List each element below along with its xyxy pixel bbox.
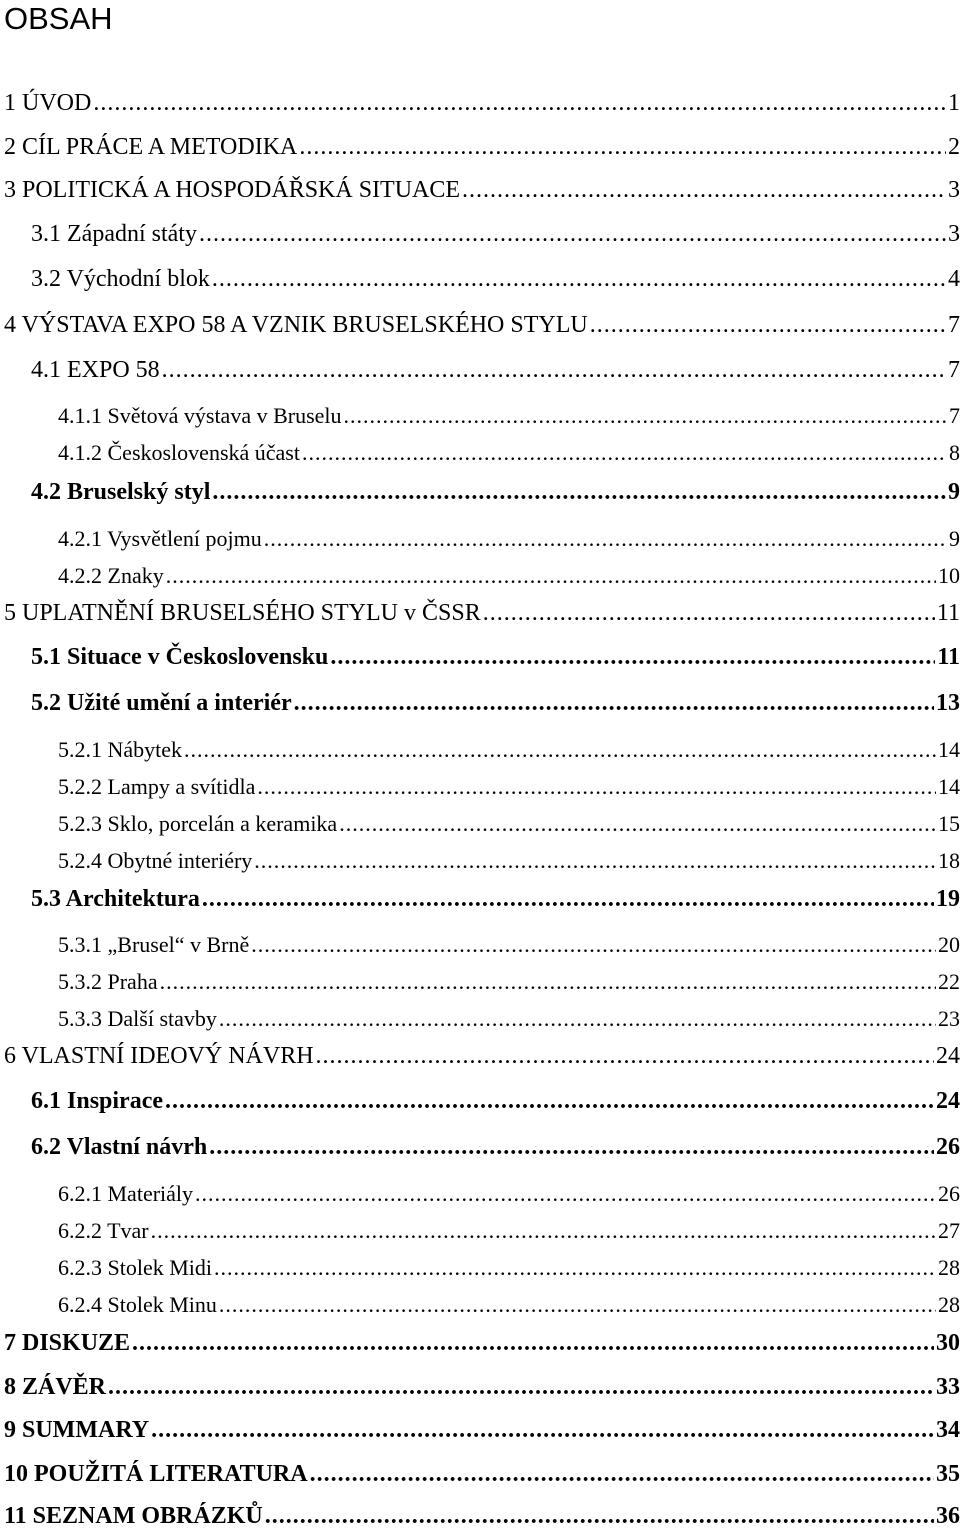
toc-entry-page: 36 <box>936 1503 960 1529</box>
toc-entry-page: 34 <box>936 1417 960 1443</box>
toc-entry-page: 11 <box>937 644 960 670</box>
toc-entry[interactable] <box>58 774 960 800</box>
toc-entry[interactable] <box>58 1181 960 1207</box>
toc-leader-dots <box>483 600 935 627</box>
toc-entry-label: 6.1 Inspirace <box>31 1088 163 1114</box>
toc-entry-page: 8 <box>949 440 960 465</box>
toc-entry-page: 7 <box>948 312 960 338</box>
toc-entry-label: 5.2.1 Nábytek <box>58 737 183 762</box>
toc-entry-label: 2 CÍL PRÁCE A METODIKA <box>4 134 298 160</box>
toc-entry-label: 6 VLASTNÍ IDEOVÝ NÁVRH <box>4 1043 314 1069</box>
toc-entry[interactable] <box>4 134 960 161</box>
toc-entry-page: 26 <box>936 1134 960 1160</box>
toc-entry-label: 3.2 Východní blok <box>31 266 210 292</box>
toc-entry[interactable] <box>4 1043 960 1070</box>
toc-entry-page: 9 <box>949 526 960 551</box>
toc-leader-dots <box>251 932 936 958</box>
toc-leader-dots <box>199 221 946 248</box>
toc-leader-dots <box>184 737 936 763</box>
toc-entry-page: 24 <box>936 1043 960 1069</box>
toc-leader-dots <box>254 848 936 874</box>
toc-entry-label: 5 UPLATNĚNÍ BRUSELSÉHO STYLU v ČSSR <box>4 600 481 626</box>
toc-entry-page: 3 <box>948 177 960 203</box>
toc-entry[interactable] <box>58 563 960 589</box>
toc-leader-dots <box>462 177 946 204</box>
toc-entry[interactable] <box>4 1503 960 1530</box>
toc-entry-label: 4.2.2 Znaky <box>58 563 164 588</box>
toc-entry[interactable] <box>31 1134 960 1161</box>
toc-entry-page: 19 <box>936 886 960 912</box>
toc-entry-page: 14 <box>938 737 960 762</box>
toc-entry[interactable] <box>31 266 960 293</box>
toc-entry-page: 2 <box>948 134 960 160</box>
toc-leader-dots <box>264 526 947 552</box>
toc-entry-label: 5.2.2 Lampy a svítidla <box>58 774 256 799</box>
toc-entry-label: 4.1.2 Československá účast <box>58 440 300 465</box>
toc-leader-dots <box>316 1043 934 1070</box>
toc-leader-dots <box>151 1218 936 1244</box>
toc-entry[interactable] <box>4 177 960 204</box>
toc-entry-page: 28 <box>938 1255 960 1280</box>
toc-leader-dots <box>265 1503 934 1530</box>
toc-entry-label: 10 POUŽITÁ LITERATURA <box>4 1461 308 1487</box>
toc-entry-label: 8 ZÁVĚR <box>4 1374 107 1400</box>
toc-entry-label: 1 ÚVOD <box>4 90 92 116</box>
toc-entry[interactable] <box>31 690 960 717</box>
toc-leader-dots <box>214 1255 936 1281</box>
toc-leader-dots <box>160 969 936 995</box>
toc-leader-dots <box>302 440 947 466</box>
toc-leader-dots <box>202 886 934 913</box>
toc-leader-dots <box>212 479 946 506</box>
toc-leader-dots <box>310 1461 934 1488</box>
toc-entry[interactable] <box>4 1461 960 1488</box>
toc-entry[interactable] <box>4 312 960 339</box>
toc-leader-dots <box>219 1006 936 1032</box>
toc-leader-dots <box>257 774 936 800</box>
toc-entry[interactable] <box>58 1218 960 1244</box>
toc-leader-dots <box>151 1417 934 1444</box>
toc-entry-page: 9 <box>948 479 960 505</box>
toc-entry-page: 11 <box>936 600 960 626</box>
page-title: OBSAH <box>4 1 113 36</box>
toc-entry-page: 3 <box>948 221 960 247</box>
toc-entry-label: 4.1 EXPO 58 <box>31 357 160 383</box>
toc-entry[interactable] <box>58 526 960 552</box>
toc-entry-page: 7 <box>949 403 960 428</box>
toc-leader-dots <box>165 1088 934 1115</box>
toc-entry-label: 5.3.3 Další stavby <box>58 1006 217 1031</box>
toc-entry[interactable] <box>4 1374 960 1401</box>
toc-entry-label: 5.2.3 Sklo, porcelán a keramika <box>58 811 338 836</box>
toc-entry[interactable] <box>58 1255 960 1281</box>
toc-entry[interactable] <box>4 1417 960 1444</box>
toc-entry[interactable] <box>58 932 960 958</box>
toc-entry-page: 4 <box>948 266 960 292</box>
toc-entry-page: 30 <box>936 1330 960 1356</box>
toc-leader-dots <box>209 1134 934 1161</box>
toc-leader-dots <box>212 266 946 293</box>
toc-entry[interactable] <box>58 969 960 995</box>
toc-entry-label: 5.3 Architektura <box>31 886 200 912</box>
toc-entry-page: 23 <box>938 1006 960 1031</box>
toc-entry[interactable] <box>58 848 960 874</box>
toc-entry-label: 6.2.3 Stolek Midi <box>58 1255 213 1280</box>
toc-entry-page: 26 <box>938 1181 960 1206</box>
toc-entry[interactable] <box>4 600 960 627</box>
toc-entry-label: 5.1 Situace v Československu <box>31 644 329 670</box>
toc-entry-page: 10 <box>938 563 960 588</box>
toc-entry-label: 6.2.1 Materiály <box>58 1181 194 1206</box>
toc-entry[interactable] <box>31 357 960 384</box>
toc-entry[interactable] <box>31 221 960 248</box>
toc-entry-label: 6.2.4 Stolek Minu <box>58 1292 217 1317</box>
toc-entry[interactable] <box>58 1006 960 1032</box>
toc-entry-page: 15 <box>938 811 960 836</box>
toc-entry-label: 3.1 Západní státy <box>31 221 197 247</box>
toc-leader-dots <box>162 357 946 384</box>
toc-entry-label: 5.3.2 Praha <box>58 969 158 994</box>
toc-entry-page: 35 <box>936 1461 960 1487</box>
toc-entry-page: 24 <box>936 1088 960 1114</box>
toc-entry[interactable] <box>31 644 960 671</box>
toc-leader-dots <box>108 1374 934 1401</box>
toc-entry-page: 20 <box>938 932 960 957</box>
toc-leader-dots <box>339 811 936 837</box>
toc-entry[interactable] <box>58 737 960 763</box>
toc-entry[interactable] <box>58 440 960 466</box>
toc-leader-dots <box>330 644 935 671</box>
toc-entry-page: 27 <box>938 1218 960 1243</box>
toc-entry-label: 9 SUMMARY <box>4 1417 150 1443</box>
toc-entry-label: 5.3.1 „Brusel“ v Brně <box>58 932 250 957</box>
toc-leader-dots <box>299 134 946 161</box>
toc-leader-dots <box>294 690 934 717</box>
toc-entry[interactable] <box>4 90 960 117</box>
toc-entry-page: 13 <box>936 690 960 716</box>
toc-entry-label: 7 DISKUZE <box>4 1330 131 1356</box>
toc-entry-label: 6.2.2 Tvar <box>58 1218 149 1243</box>
toc-leader-dots <box>219 1292 936 1318</box>
toc-entry-label: 4.1.1 Světová výstava v Bruselu <box>58 403 342 428</box>
toc-entry-page: 7 <box>948 357 960 383</box>
toc-leader-dots <box>166 563 936 589</box>
toc-entry[interactable] <box>4 1330 960 1357</box>
toc-entry[interactable] <box>31 1088 960 1115</box>
toc-entry-label: 6.2 Vlastní návrh <box>31 1134 208 1160</box>
toc-entry[interactable] <box>58 403 960 429</box>
toc-entry[interactable] <box>58 1292 960 1318</box>
toc-entry-page: 18 <box>938 848 960 873</box>
toc-leader-dots <box>344 403 947 429</box>
toc-leader-dots <box>132 1330 934 1357</box>
toc-entry[interactable] <box>31 886 960 913</box>
toc-entry-label: 4 VÝSTAVA EXPO 58 A VZNIK BRUSELSKÉHO STYLU <box>4 312 588 338</box>
toc-entry[interactable] <box>31 479 960 506</box>
toc-entry-page: 28 <box>938 1292 960 1317</box>
toc-leader-dots <box>590 312 946 339</box>
toc-leader-dots <box>195 1181 936 1207</box>
toc-entry-page: 1 <box>948 90 960 116</box>
toc-entry-page: 14 <box>938 774 960 799</box>
toc-entry-page: 22 <box>938 969 960 994</box>
toc-entry-label: 3 POLITICKÁ A HOSPODÁŘSKÁ SITUACE <box>4 177 461 203</box>
toc-entry[interactable] <box>58 811 960 837</box>
toc-entry-label: 5.2.4 Obytné interiéry <box>58 848 253 873</box>
toc-leader-dots <box>93 90 946 117</box>
toc-entry-label: 11 SEZNAM OBRÁZKŮ <box>4 1503 263 1529</box>
toc-entry-label: 4.2.1 Vysvětlení pojmu <box>58 526 262 551</box>
toc-entry-page: 33 <box>936 1374 960 1400</box>
toc-entry-label: 5.2 Užité umění a interiér <box>31 690 292 716</box>
toc-entry-label: 4.2 Bruselský styl <box>31 479 211 505</box>
